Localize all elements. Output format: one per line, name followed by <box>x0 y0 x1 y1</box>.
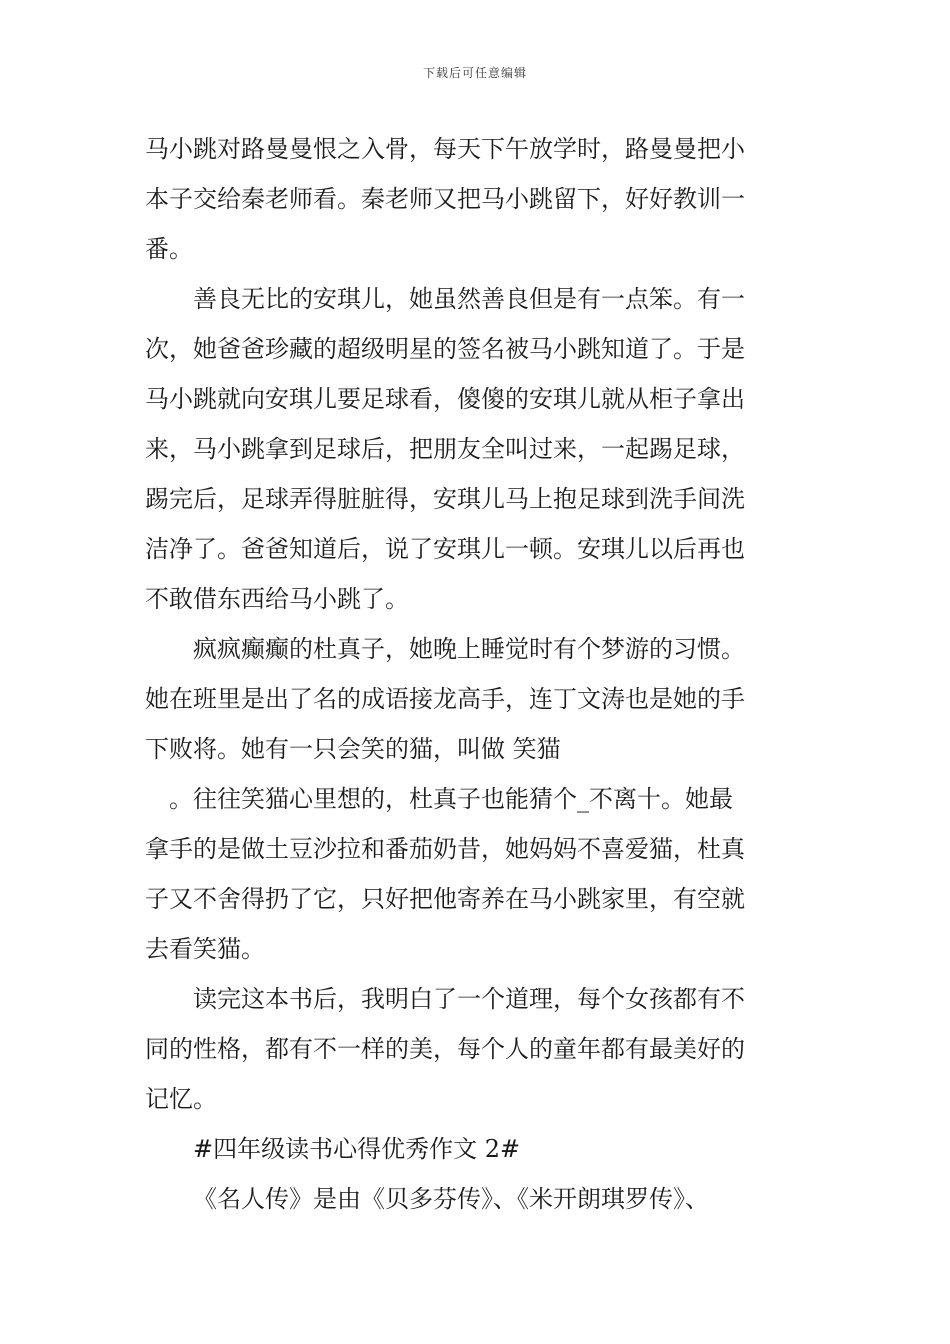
text-line: 记忆。 <box>145 1085 217 1113</box>
text-line: 《名人传》是由《贝多芬传》、《米开朗琪罗传》、 <box>193 1185 709 1213</box>
text-line: 去看笑猫。 <box>145 935 265 963</box>
text-line: 本子交给秦老师看。秦老师又把马小跳留下，好好教训一 <box>145 185 745 213</box>
text-line: 番。 <box>145 235 193 263</box>
text-line: 次，她爸爸珍藏的超级明星的签名被马小跳知道了。于是 <box>145 335 745 363</box>
document-body <box>145 124 810 1224</box>
text-line: 同的性格，都有不一样的美，每个人的童年都有最美好的 <box>145 1035 745 1063</box>
text-line: 下败将。她有一只会笑的猫，叫做 笑猫 <box>145 735 561 763</box>
text-line: 。往往笑猫心里想的，杜真子也能猜个_不离十。她最 <box>169 785 733 813</box>
text-line: 子又不舍得扔了它，只好把他寄养在马小跳家里，有空就 <box>145 885 745 913</box>
text-line: 疯疯癫癫的杜真子，她晚上睡觉时有个梦游的习惯。 <box>193 635 745 663</box>
text-line: 踢完后，足球弄得脏脏得，安琪儿马上抱足球到洗手间洗 <box>145 485 745 513</box>
text-line: 马小跳对路曼曼恨之入骨，每天下午放学时，路曼曼把小 <box>145 135 745 163</box>
text-line: 洁净了。爸爸知道后，说了安琪儿一顿。安琪儿以后再也 <box>145 535 745 563</box>
text-line: 她在班里是出了名的成语接龙高手，连丁文涛也是她的手 <box>145 685 745 713</box>
text-line: 读完这本书后，我明白了一个道理，每个女孩都有不 <box>193 985 745 1013</box>
text-line: 来，马小跳拿到足球后，把朋友全叫过来，一起踢足球， <box>145 435 745 463</box>
text-line: 不敢借东西给马小跳了。 <box>145 585 409 613</box>
text-line: 拿手的是做土豆沙拉和番茄奶昔，她妈妈不喜爱猫，杜真 <box>145 835 745 863</box>
text-line: 善良无比的安琪儿，她虽然善良但是有一点笨。有一 <box>193 285 745 313</box>
page-header: 下载后可任意编辑 <box>422 66 527 80</box>
section-heading: #四年级读书心得优秀作文 2# <box>193 1135 521 1163</box>
text-line: 马小跳就向安琪儿要足球看，傻傻的安琪儿就从柜子拿出 <box>145 385 745 413</box>
